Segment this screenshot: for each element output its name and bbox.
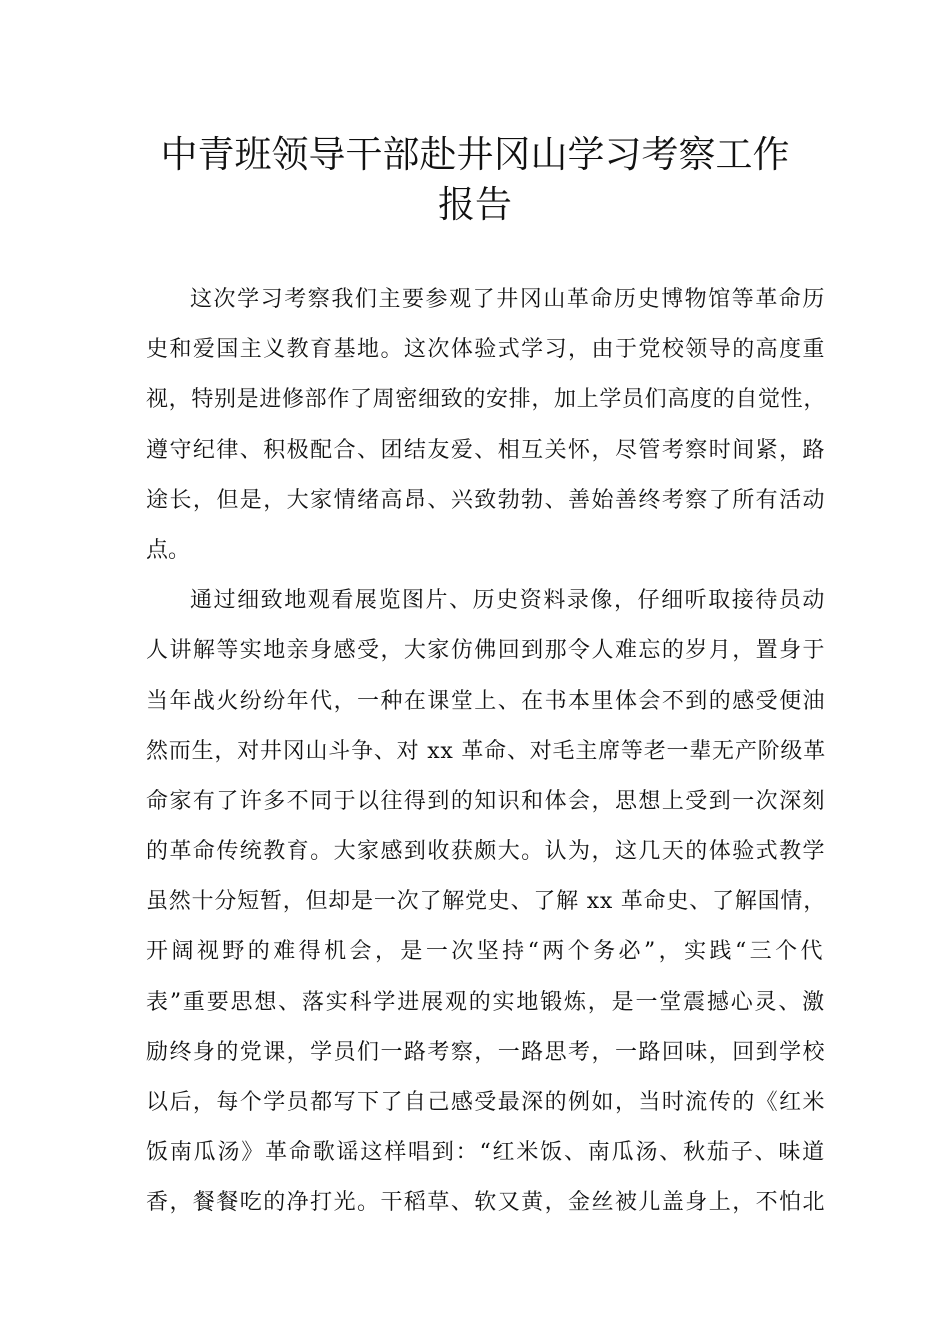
body-line: 饭南瓜汤》革命歌谣这样唱到：“红米饭、南瓜汤、秋茄子、味道 [146,1140,826,1166]
body-line: 史和爱国主义教育基地。这次体验式学习，由于党校领导的高度重 [146,337,826,363]
body-line: 开阔视野的难得机会，是一次坚持“两个务必”，实践“三个代 [146,939,826,965]
body-line: 途长，但是，大家情绪高昂、兴致勃勃、善始善终考察了所有活动 [146,487,826,513]
body-line: 以后，每个学员都写下了自己感受最深的例如，当时流传的《红米 [146,1090,826,1115]
body-line: 当年战火纷纷年代，一种在课堂上、在书本里体会不到的感受便油 [146,688,826,714]
body-line: 表”重要思想、落实科学进展观的实地锻炼，是一堂震撼心灵、激 [146,989,826,1015]
body-line: 这次学习考察我们主要参观了井冈山革命历史博物馆等革命历 [190,287,826,312]
body-line: 香，餐餐吃的净打光。干稻草、软又黄，金丝被儿盖身上，不怕北 [146,1190,826,1216]
body-line: 励终身的党课，学员们一路考察，一路思考，一路回味，回到学校 [146,1039,826,1065]
body-line: 通过细致地观看展览图片、历史资料录像，仔细听取接待员动 [190,588,826,614]
body-line: 命家有了许多不同于以往得到的知识和体会，思想上受到一次深刻 [146,788,826,814]
body-line: 虽然十分短暂，但却是一次了解党史、了解 xx 革命史、了解国情， [146,889,826,915]
body-line: 的革命传统教育。大家感到收获颇大。认为，这几天的体验式教学 [146,839,826,865]
document-title-line-1: 中青班领导干部赴井冈山学习考察工作 [160,133,790,176]
body-line: 视，特别是进修部作了周密细致的安排，加上学员们高度的自觉性， [146,387,826,413]
body-line: 人讲解等实地亲身感受，大家仿佛回到那令人难忘的岁月，置身于 [146,638,826,664]
body-line: 点。 [146,537,191,563]
body-line: 然而生，对井冈山斗争、对 xx 革命、对毛主席等老一辈无产阶级革 [146,738,826,764]
body-line: 遵守纪律、积极配合、团结友爱、相互关怀，尽管考察时间紧，路 [146,437,826,463]
document-body [146,284,826,1238]
document-title-line-2: 报告 [438,183,512,226]
